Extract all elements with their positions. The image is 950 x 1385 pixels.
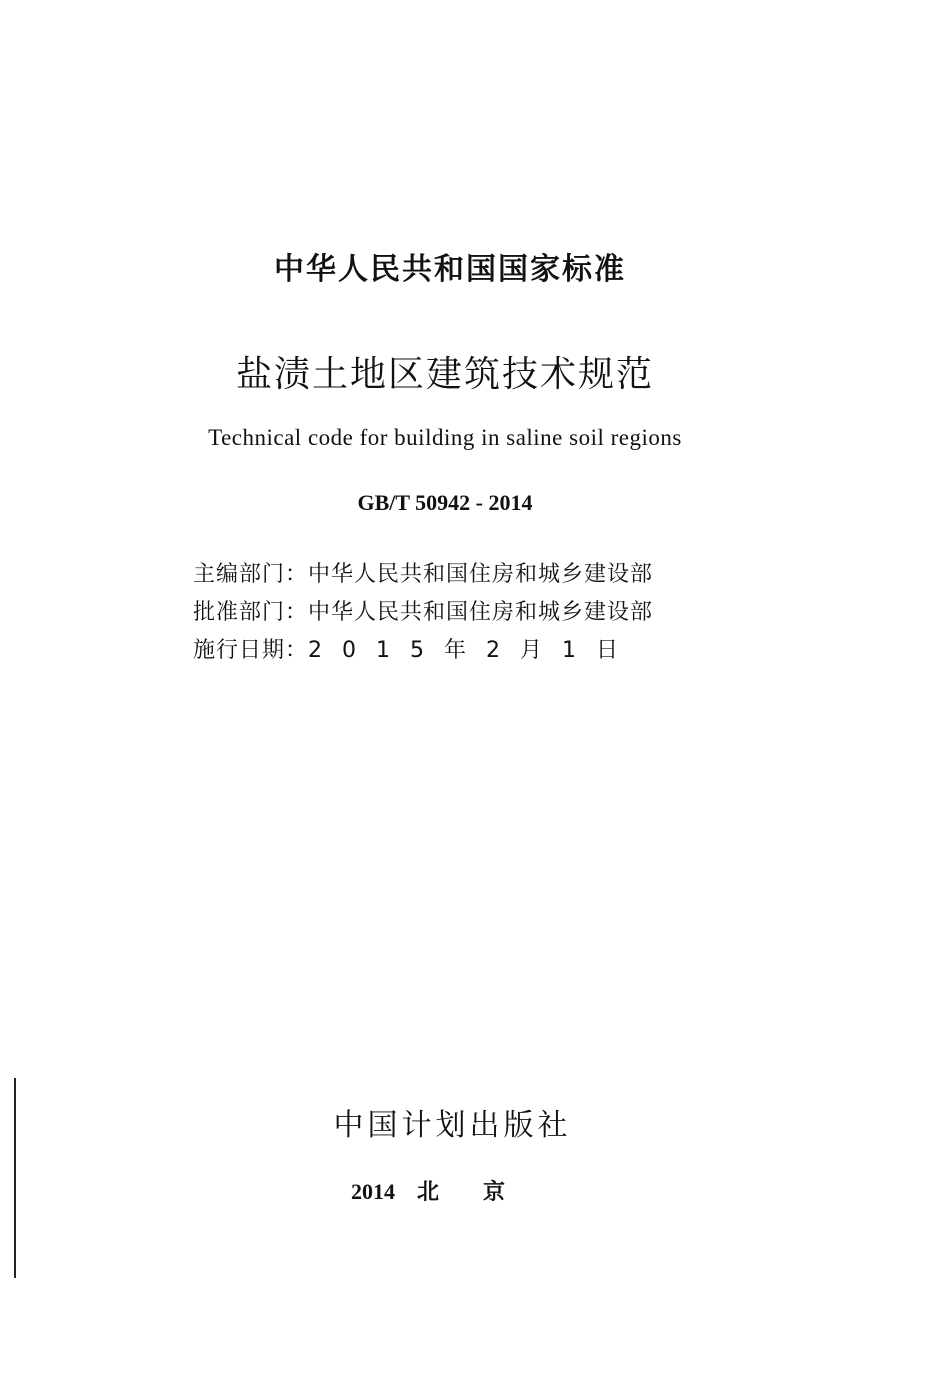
effective-date-value: 2015年2月1日 [308,638,638,663]
chief-editor-row [193,557,653,588]
english-title: Technical code for building in saline soil regions [208,425,682,450]
approval-row [193,595,653,626]
publication-city: 北京 [416,1180,549,1205]
chief-editor-value: 中华人民共和国住房和城乡建设部 [308,562,654,587]
publisher-name: 中国计划出版社 [333,1108,572,1143]
scan-margin-line [14,1078,16,1278]
chinese-title: 盐渍土地区建筑技术规范 [235,354,654,395]
publication-year: 2014 [350,1179,395,1204]
standard-code: GB/T 50942 - 2014 [357,490,533,515]
approval-value: 中华人民共和国住房和城乡建设部 [308,600,654,625]
effective-date-label: 施行日期： [193,638,309,663]
standard-series: 中华人民共和国国家标准 [274,252,626,287]
publication-line [0,1175,900,1206]
effective-date-row [193,633,638,664]
approval-label: 批准部门： [193,600,309,625]
chief-editor-label: 主编部门： [193,562,309,587]
